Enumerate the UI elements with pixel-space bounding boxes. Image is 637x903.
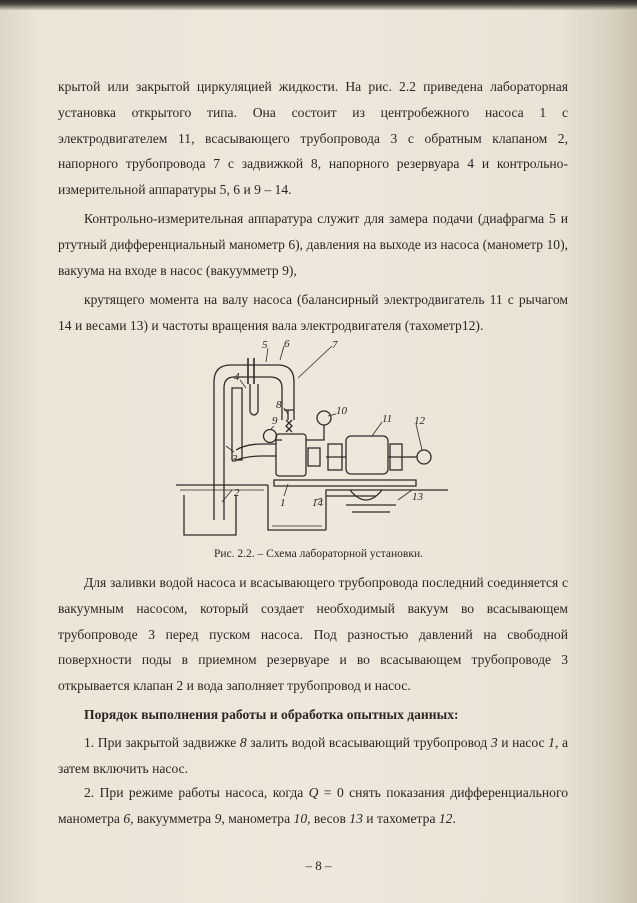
step-2-ref: 9 (214, 810, 222, 826)
step-1-text: , а затем включить насос. (58, 735, 568, 776)
step-1-text: залить водой всасывающий трубопровод (246, 735, 491, 750)
diagram-label-10: 10 (336, 405, 347, 417)
step-2-ref: 10 (293, 810, 308, 826)
step-2-text: и тахометра (362, 810, 439, 826)
step-2-text: , весов (307, 810, 350, 826)
step-2-ref: 12 (438, 810, 453, 826)
step-1-text: 1. При закрытой задвижке (84, 735, 240, 750)
diagram-label-8: 8 (276, 399, 282, 411)
step-1-ref-pump: 1 (548, 735, 555, 750)
step-1-text: и насос (497, 735, 549, 750)
diagram-label-4: 4 (234, 371, 240, 383)
diagram-label-6: 6 (284, 340, 290, 350)
procedure-step-2 (58, 780, 568, 832)
step-2-text: , манометра (221, 810, 294, 826)
diagram-label-11: 11 (382, 413, 393, 425)
paragraph-setup-description: крытой или закрытой циркуляцией жидкости. На рис. 2.2 приведена лабораторная установка открытого типа. Она состоит из центробежного насоса 1 с электродвигателем 11, всасывающего трубопровода 3 с обратным клапаном 2, напорного трубопровода 7 с задвижкой 8, напорного резервуара 4 и контрольно-измерительной аппаратуры 5, 6 и 9 – 14. (58, 79, 568, 198)
paragraph-torque-measurement: крутящего момента на валу насоса (балансирный электродвигатель 11 с рычагом 14 и весами 13) и частоты вращения вала электродвигателя (тахометр12). (58, 292, 568, 333)
step-1-ref-valve: 8 (239, 735, 247, 750)
step-2-ref: 13 (349, 810, 363, 826)
step-2-text: 2. При режиме работы насоса, когда (84, 785, 309, 800)
diagram-label-2: 2 (234, 487, 240, 499)
step-2-text: , вакуумметра (130, 810, 215, 826)
page-number: – 8 – (305, 858, 332, 873)
diagram-label-12: 12 (414, 415, 425, 427)
figure-caption: Рис. 2.2. – Схема лабораторной установки. (214, 548, 423, 560)
step-2-ref: 6 (123, 810, 131, 826)
diagram-label-7: 7 (332, 340, 338, 351)
step-2-text: . (452, 810, 456, 826)
paragraph-priming-procedure: Для заливки водой насоса и всасывающего трубопровода последний соединяется с вакуумным насосом, который создает необходимый вакуум во всасывающем трубопроводе 3 перед пуском насоса. Под разностью давлений на свободной поверхности поды в приемном резервуаре и во всасывающем трубопроводе 3 открывается клапан 2 и вода заполняет трубопровод и насос. (58, 575, 568, 694)
diagram-label-1: 1 (280, 497, 286, 509)
diagram-label-9: 9 (272, 415, 278, 427)
procedure-step-1 (58, 730, 568, 782)
step-2-flow-symbol: Q (308, 785, 319, 800)
diagram-label-3: 3 (232, 453, 238, 465)
diagram-label-13: 13 (412, 491, 423, 503)
paragraph-instrumentation: Контрольно-измерительная аппаратура служит для замера подачи (диафрагма 5 и ртутный дифференциальный манометр 6), давления на выходе из насоса (манометр 10), вакуума на входе в насос (вакуумметр 9), (58, 211, 568, 278)
diagram-label-5: 5 (262, 340, 268, 351)
section-heading-procedure: Порядок выполнения работы и обработка опытных данных: (84, 707, 459, 722)
page-top-edge-shadow (0, 0, 637, 10)
step-2-text: = 0 снять показания дифференциального манометра (58, 785, 568, 826)
step-1-ref-pipe: 3 (490, 735, 498, 750)
diagram-label-14: 14 (312, 497, 323, 509)
lab-setup-diagram (176, 340, 448, 540)
